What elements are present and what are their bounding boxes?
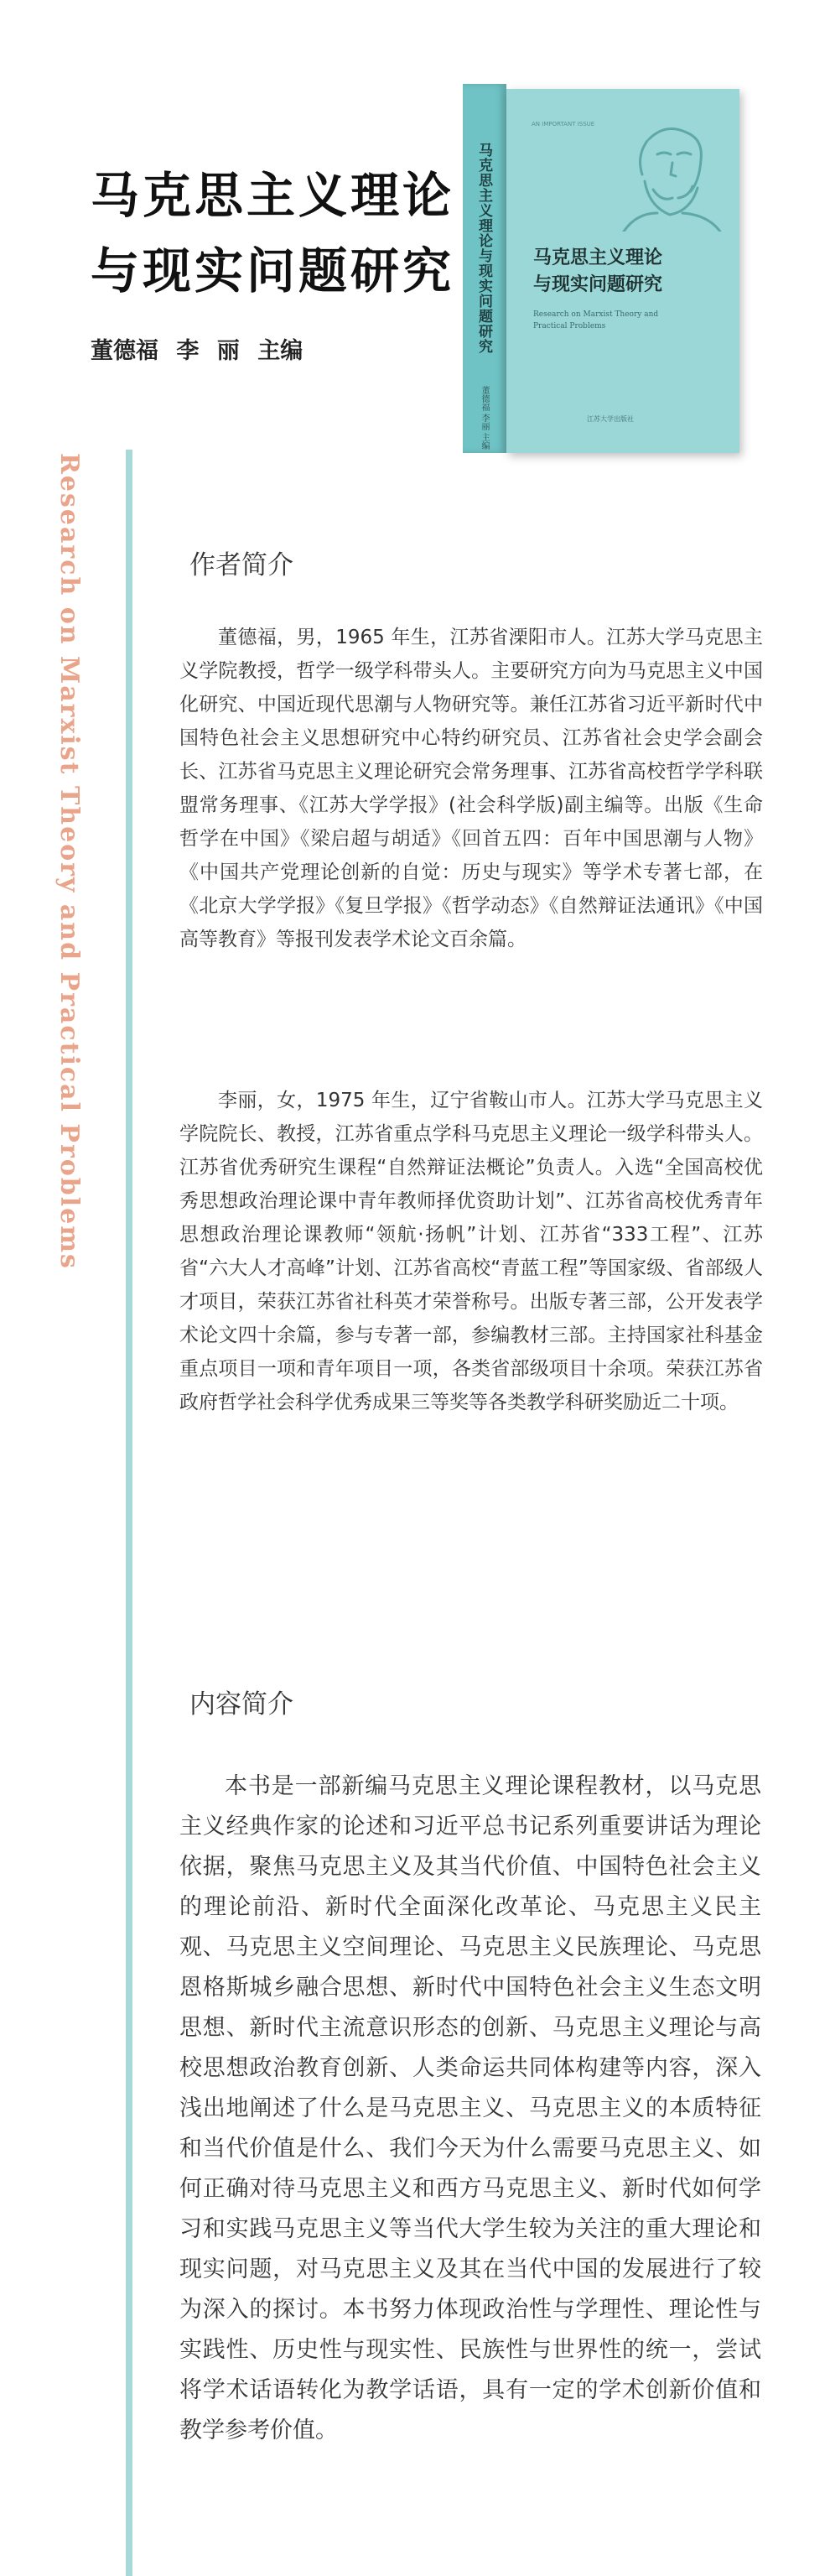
vertical-english-title: Research on Marxist Theory and Practical Problems: [54, 453, 84, 1270]
cover-top-line: AN IMPORTANT ISSUE: [532, 121, 595, 127]
cover-publisher: 江苏大学出版社: [587, 415, 634, 423]
author-bio-paragraph: 李丽，女，1975 年生，辽宁省鞍山市人。江苏大学马克思主义学院院长、教授，江苏省重点学科马克思主义理论一级学科带头人。江苏省优秀研究生课程“自然辩证法概论”负责人。入选“全国高校优秀思想政治理论课中青年教师择优资助计划”、江苏省高校优秀青年思想政治理论课教师“领航·扬帆”计划、江苏省“333工程”、江苏省“六大人才高峰”计划、江苏省高校“青蓝工程”等国家级、省部级人才项目，荣获江苏省社科英才荣誉称号。出版专著三部，公开发表学术论文四十余篇，参与专著一部，参编教材三部。主持国家社科基金重点项目一项和青年项目一项，各类省部级项目十余项。荣获江苏省政府哲学社会科学优秀成果三等奖等各类教学科研奖励近二十项。: [179, 1090, 763, 1413]
spine-title: 马克思主义理论与现实问题研究: [475, 143, 492, 354]
book-title: [91, 158, 454, 309]
cover-title-line1: 马克思主义理论: [533, 247, 663, 268]
content-intro-paragraph: 本书是一部新编马克思主义理论课程教材，以马克思主义经典作家的论述和习近平总书记系列重要讲话为理论依据，聚焦马克思主义及其当代价值、中国特色社会主义的理论前沿、新时代全面深化改革论、马克思主义民主观、马克思主义空间理论、马克思主义民族理论、马克思恩格斯城乡融合思想、新时代中国特色社会主义生态文明思想、新时代主流意识形态的创新、马克思主义理论与高校思想政治教育创新、人类命运共同体构建等内容，深入浅出地阐述了什么是马克思主义、马克思主义的本质特征和当代价值是什么、我们今天为什么需要马克思主义、如何正确对待马克思主义和西方马克思主义、新时代如何学习和实践马克思主义等当代大学生较为关注的重大理论和现实问题，对马克思主义及其在当代中国的发展进行了较为深入的探讨。本书努力体现政治性与学理性、理论性与实践性、历史性与现实性、民族性与世界性的统一，尝试将学术话语转化为教学话语，具有一定的学术创新价值和教学参考价值。: [179, 1773, 761, 2443]
book-title-line2: 与现实问题研究: [91, 242, 455, 299]
cover-english-subtitle: Research on Marxist Theory and Practical Problems: [533, 310, 659, 330]
cover-title-line2: 与现实问题研究: [533, 274, 663, 295]
author-bio-paragraph: 董德福，男，1965 年生，江苏省溧阳市人。江苏大学马克思主义学院教授，哲学一级学科带头人。主要研究方向为马克思主义中国化研究、中国近现代思潮与人物研究等。兼任江苏省习近平新时代中国特色社会主义思想研究中心特约研究员、江苏省社会史学会副会长、江苏省马克思主义理论研究会常务理事、江苏省高校哲学学科联盟常务理事、《江苏大学学报》(社会科学版)副主编等。出版《生命哲学在中国》《梁启超与胡适》《回首五四：百年中国思潮与人物》《中国共产党理论创新的自觉：历史与现实》等学术专著七部，在《北京大学学报》《复旦学报》《哲学动态》《自然辩证法通讯》《中国高等教育》等报刊发表学术论文百余篇。: [179, 627, 763, 950]
cover-title: [533, 245, 662, 299]
book-title-line1: 马克思主义理论: [91, 167, 455, 224]
vertical-accent-bar: [126, 450, 132, 2576]
content-intro-heading: 内容简介: [189, 1689, 293, 1720]
marx-portrait-icon: [599, 114, 733, 232]
book-editors: 董德福 李 丽 主编: [91, 338, 303, 364]
book-cover-image: [463, 84, 739, 453]
book-front-cover: [506, 89, 739, 453]
book-spine: [463, 84, 506, 453]
spine-authors: 董德福 李丽 主编: [480, 386, 489, 450]
about-authors-heading: 作者简介: [189, 550, 293, 580]
